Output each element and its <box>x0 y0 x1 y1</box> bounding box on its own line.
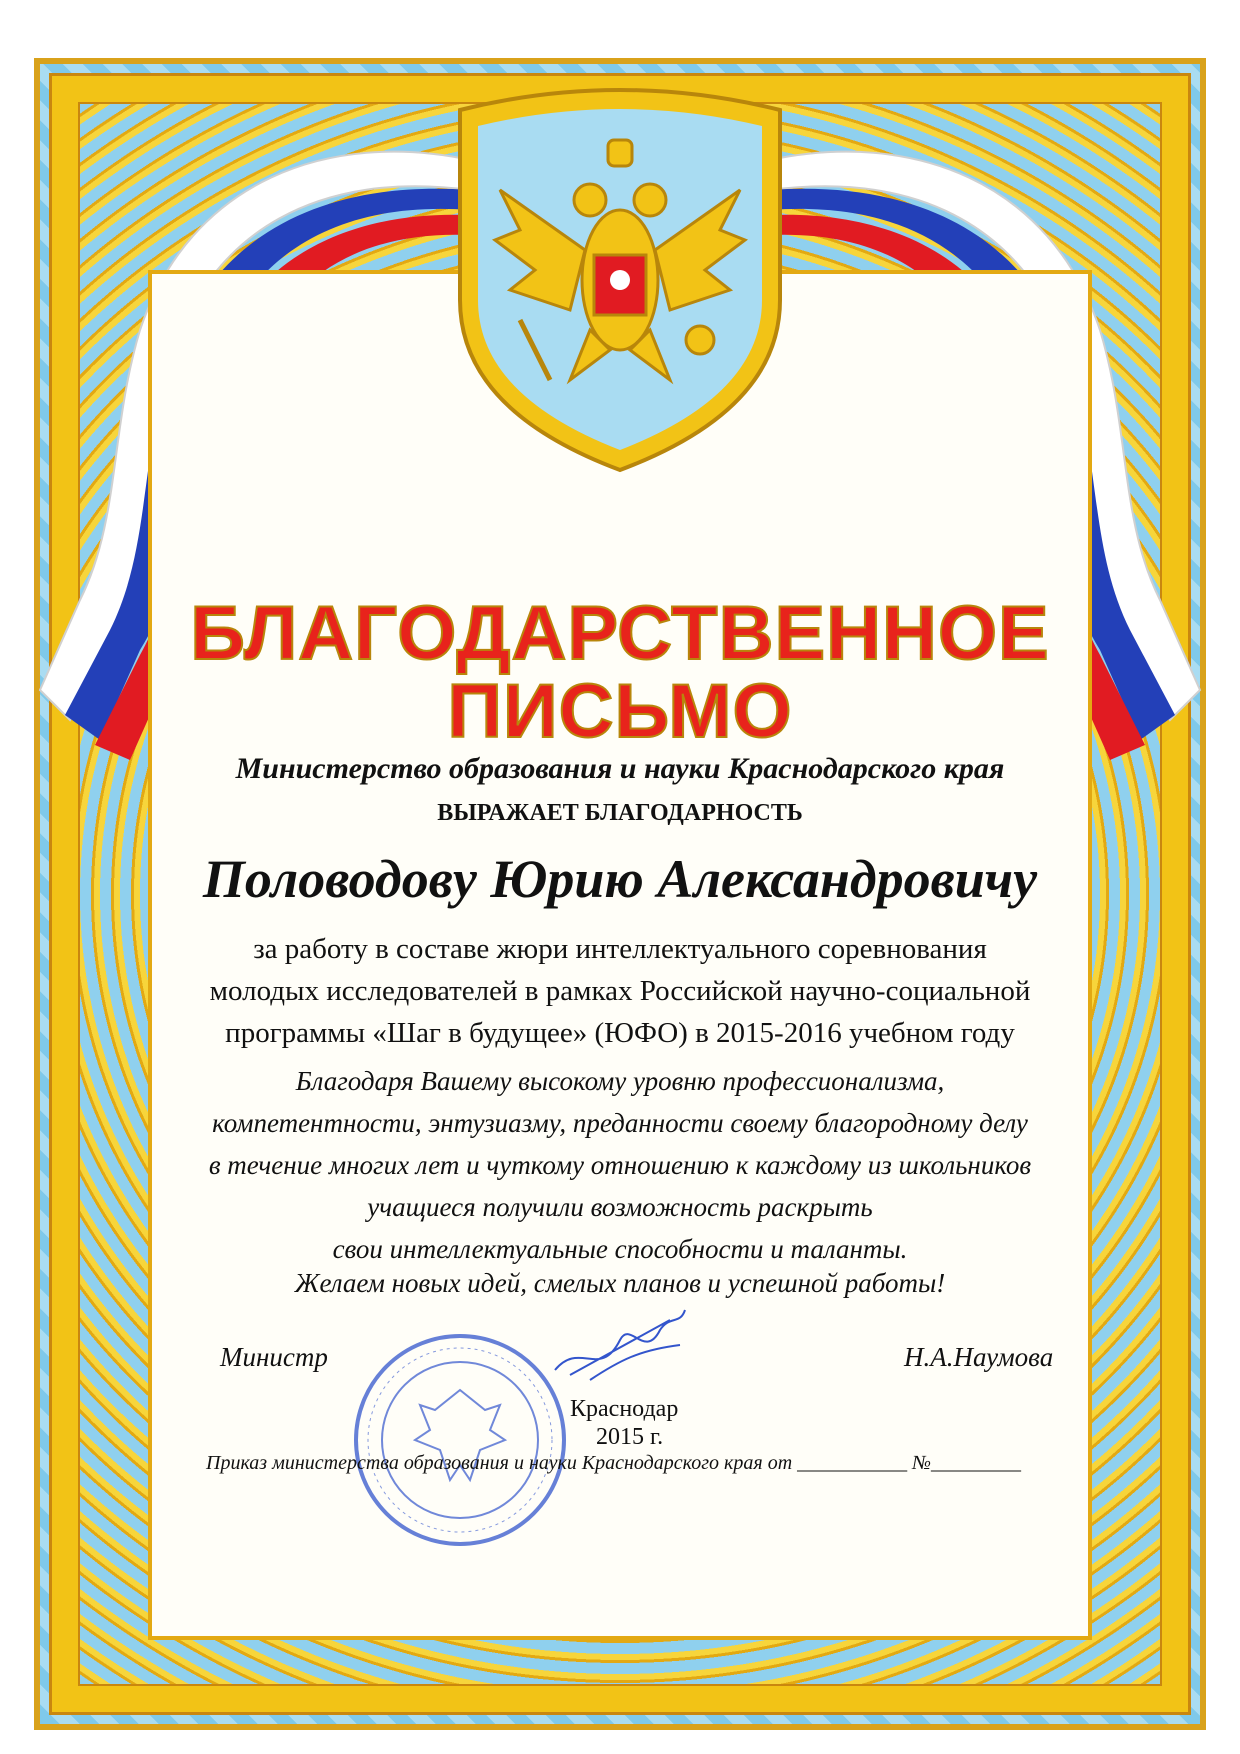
order-reference: Приказ министерства образования и науки Краснодарского края от ___________ №_________ <box>206 1452 1021 1474</box>
year: 2015 г. <box>596 1424 664 1450</box>
issuer: Министерство образования и науки Краснодарского края <box>235 752 1005 785</box>
double-headed-eagle-icon <box>440 80 800 480</box>
reason-line: за работу в составе жюри интеллектуального соревнования <box>253 933 987 965</box>
coat-of-arms <box>440 80 800 480</box>
title-line-1: БЛАГОДАРСТВЕННОЕ <box>190 591 1050 676</box>
signature <box>550 1300 690 1390</box>
praise-line: учащиеся получили возможность раскрыть <box>367 1192 873 1222</box>
signatory-name: Н.А.Наумова <box>904 1342 1054 1372</box>
official-stamp <box>350 1330 570 1550</box>
city: Краснодар <box>570 1396 679 1422</box>
reason-line: молодых исследователей в рамках Российской научно-социальной <box>209 975 1031 1007</box>
signatory-position: Министр <box>220 1342 328 1372</box>
expresses-gratitude: ВЫРАЖАЕТ БЛАГОДАРНОСТЬ <box>437 800 803 826</box>
praise-line: свои интеллектуальные способности и таланты. <box>332 1234 908 1264</box>
praise-text <box>120 1060 1120 1270</box>
title-line-2: ПИСЬМО <box>447 669 793 754</box>
reason-line: программы «Шаг в будущее» (ЮФО) в 2015-2016 учебном году <box>225 1017 1015 1049</box>
praise-line: компетентности, энтузиазму, преданности своему благородному делу <box>212 1108 1028 1138</box>
praise-line: в течение многих лет и чуткому отношению к каждому из школьников <box>208 1150 1032 1180</box>
wishes: Желаем новых идей, смелых планов и успешной работы! <box>294 1268 946 1298</box>
recipient-name: Половодову Юрию Александровичу <box>202 849 1038 909</box>
reason-text <box>120 928 1120 1054</box>
praise-line: Благодаря Вашему высокому уровню профессионализма, <box>295 1066 945 1096</box>
